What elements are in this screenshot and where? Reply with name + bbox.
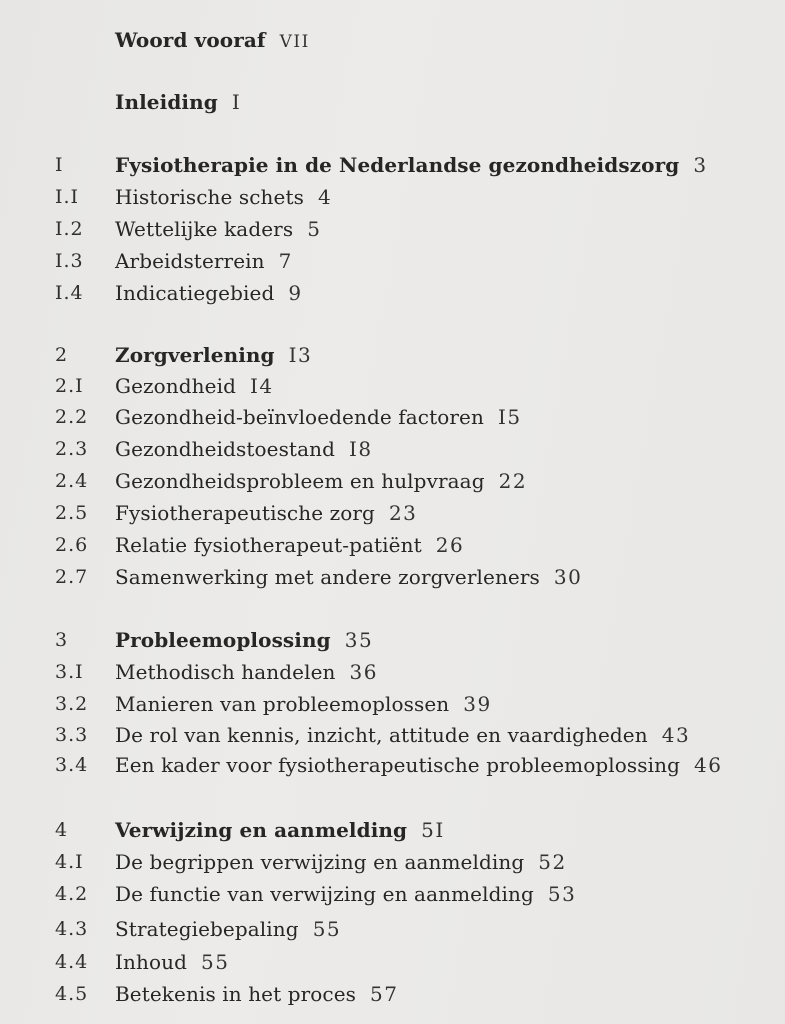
section-title: Fysiotherapeutische zorg xyxy=(115,501,375,525)
section-number: I.I xyxy=(55,186,80,208)
section-number: 2.3 xyxy=(55,438,89,460)
section-number: 4.5 xyxy=(55,983,89,1005)
section-page: 55 xyxy=(201,950,230,974)
chapter-page: I3 xyxy=(288,343,313,367)
section-number: 2.5 xyxy=(55,502,89,524)
section-title: Gezondheid-beïnvloedende factoren xyxy=(115,405,484,429)
section-title: Gezondheid xyxy=(115,374,236,398)
section-page: 7 xyxy=(278,249,293,273)
entry-title: Inleiding xyxy=(115,90,218,114)
section-page: 46 xyxy=(694,753,723,777)
section-title: De rol van kennis, inzicht, attitude en vaardigheden xyxy=(115,723,648,747)
section-page: I4 xyxy=(250,374,274,398)
section-number: 3.3 xyxy=(55,724,89,746)
section-number: 2.6 xyxy=(55,534,89,556)
section-number: 3.2 xyxy=(55,693,89,715)
section-number: 2.7 xyxy=(55,566,89,588)
section-page: 26 xyxy=(435,533,465,557)
chapter-number: 2 xyxy=(55,344,69,366)
section-page: 5 xyxy=(307,217,322,241)
chapter-title: Zorgverlening xyxy=(115,343,275,367)
section-page: 53 xyxy=(547,882,577,906)
chapter-number: I xyxy=(55,154,64,176)
section-page: 55 xyxy=(312,917,342,941)
section-number: 2.2 xyxy=(55,406,89,428)
section-number: 2.4 xyxy=(55,470,89,492)
section-number: 2.I xyxy=(55,375,84,397)
entry-title: Woord vooraf xyxy=(115,28,266,52)
section-title: Een kader voor fysiotherapeutische probleemoplossing xyxy=(115,753,681,777)
section-number: 4.I xyxy=(55,851,84,873)
section-title: Inhoud xyxy=(115,950,187,974)
section-number: 3.I xyxy=(55,661,84,683)
section-number: 3.4 xyxy=(55,754,89,776)
section-page: 4 xyxy=(317,185,333,209)
section-title: Strategiebepaling xyxy=(115,917,299,941)
chapter-title: Fysiotherapie in de Nederlandse gezondheidszorg xyxy=(115,153,680,177)
section-title: Manieren van probleemoplossen xyxy=(115,692,450,716)
chapter-title: Probleemoplossing xyxy=(115,628,331,652)
section-number: 4.3 xyxy=(55,918,89,940)
section-title: Methodisch handelen xyxy=(115,660,336,684)
section-page: 30 xyxy=(553,565,583,589)
section-page: I8 xyxy=(348,437,373,461)
section-page: 39 xyxy=(463,692,492,716)
chapter-number: 3 xyxy=(55,629,69,651)
chapter-title: Verwijzing en aanmelding xyxy=(115,818,408,842)
section-title: Historische schets xyxy=(115,185,304,209)
section-number: 4.2 xyxy=(55,883,89,905)
section-page: I5 xyxy=(497,405,522,429)
section-title: Indicatiegebied xyxy=(115,281,275,305)
chapter-page: 3 xyxy=(693,153,708,177)
chapter-number: 4 xyxy=(55,819,69,841)
section-title: Gezondheidsprobleem en hulpvraag xyxy=(115,469,485,493)
section-page: 36 xyxy=(349,660,378,684)
section-title: Wettelijke kaders xyxy=(115,217,294,241)
section-title: De begrippen verwijzing en aanmelding xyxy=(115,850,525,874)
chapter-page: 35 xyxy=(344,628,374,652)
section-page: 52 xyxy=(538,850,567,874)
entry-page: I xyxy=(231,90,242,114)
section-page: 43 xyxy=(661,723,691,747)
section-number: I.3 xyxy=(55,250,84,272)
section-title: De functie van verwijzing en aanmelding xyxy=(115,882,534,906)
section-title: Gezondheidstoestand xyxy=(115,437,335,461)
section-page: 57 xyxy=(370,982,399,1006)
section-page: 23 xyxy=(388,501,418,525)
entry-page: VII xyxy=(279,32,310,52)
section-title: Relatie fysiotherapeut-patiënt xyxy=(115,533,422,557)
section-number: I.2 xyxy=(55,218,84,240)
section-page: 22 xyxy=(498,469,528,493)
section-number: I.4 xyxy=(55,282,84,304)
chapter-page: 5I xyxy=(421,818,445,842)
section-page: 9 xyxy=(288,281,303,305)
section-title: Betekenis in het proces xyxy=(115,982,357,1006)
section-title: Samenwerking met andere zorgverleners xyxy=(115,565,540,589)
section-title: Arbeidsterrein xyxy=(115,249,265,273)
section-number: 4.4 xyxy=(55,951,89,973)
